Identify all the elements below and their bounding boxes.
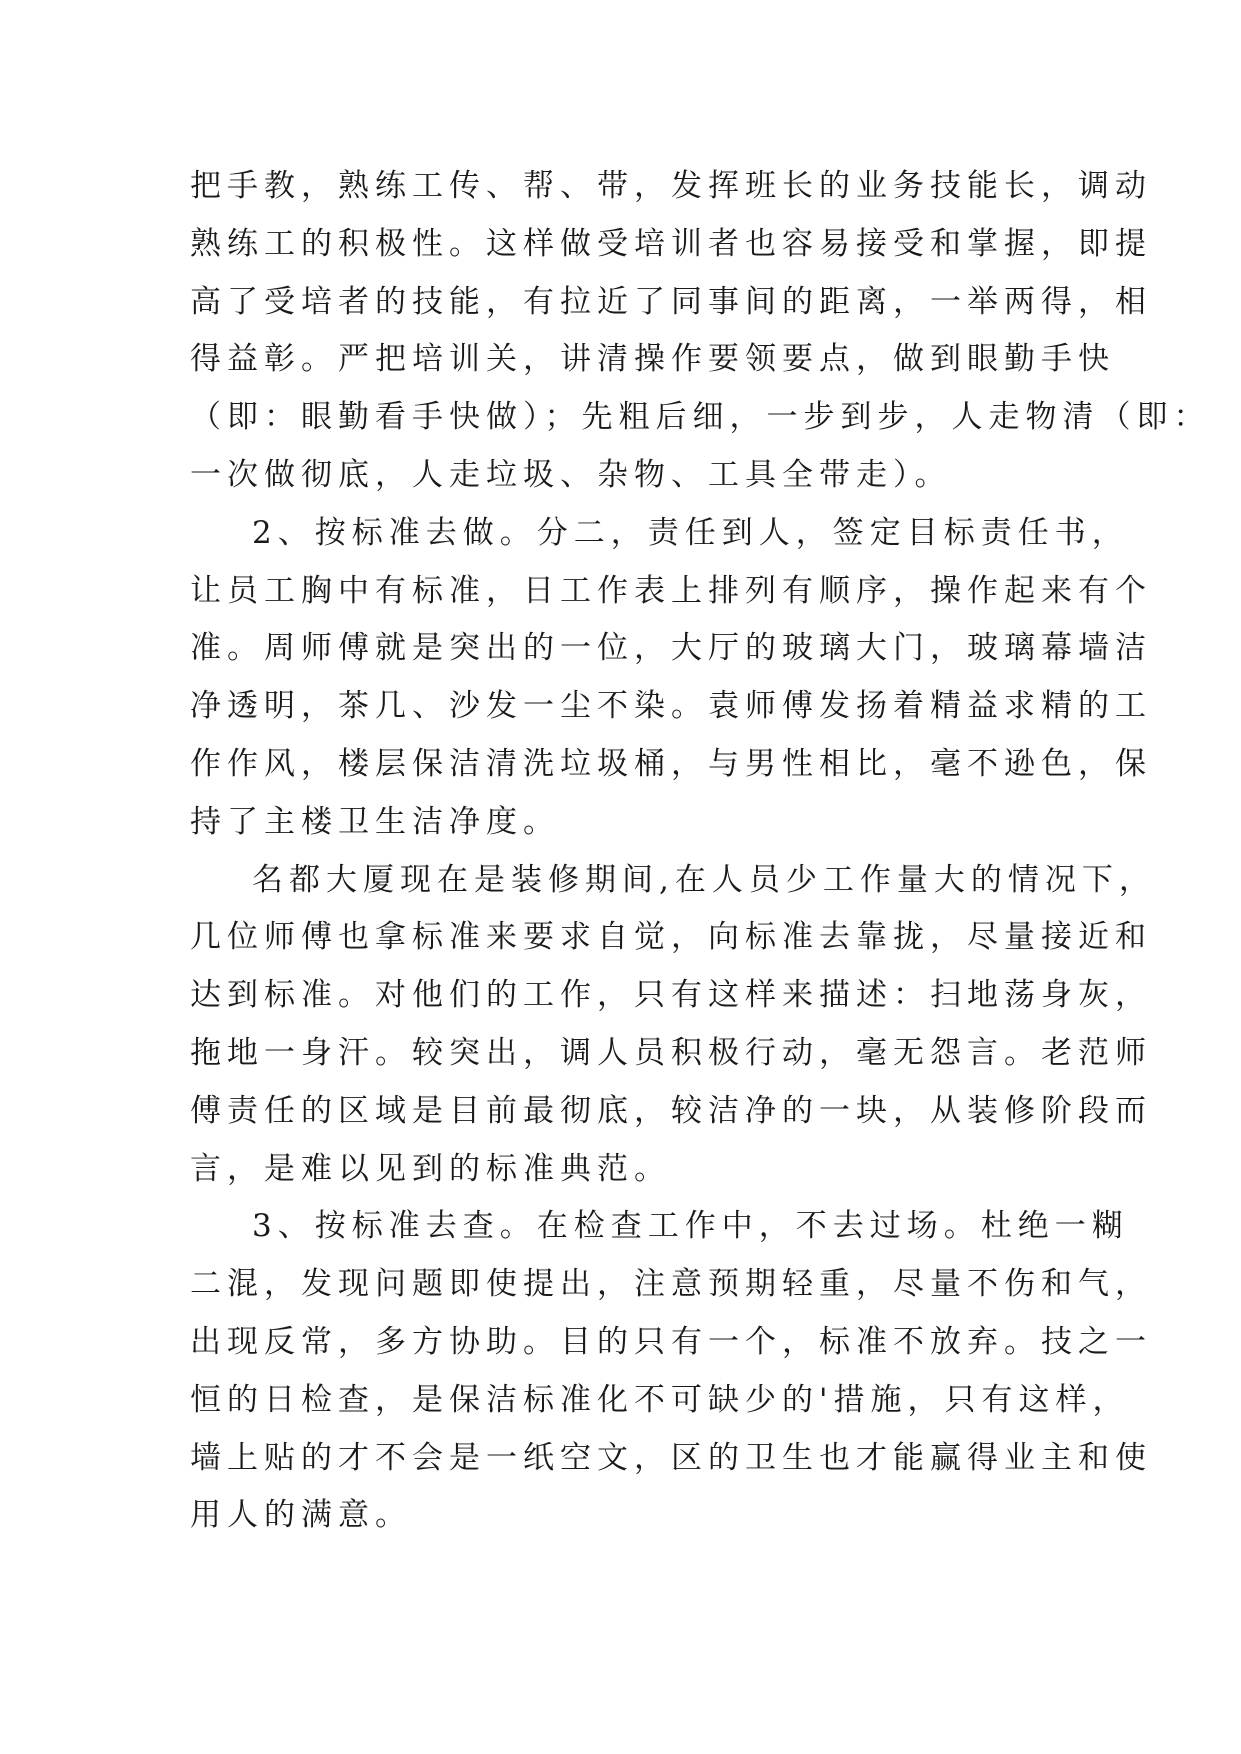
text-line: 持了主楼卫生洁净度。 xyxy=(190,803,560,840)
text-line: 几位师傅也拿标准来要求自觉，向标准去靠拢，尽量接近和 xyxy=(190,919,1152,956)
text-line: 拖地一身汗。较突出，调人员积极行动，毫无怨言。老范师 xyxy=(190,1034,1152,1071)
text-line: 墙上贴的才不会是一纸空文，区的卫生也才能赢得业主和使 xyxy=(190,1439,1152,1476)
text-line: 熟练工的积极性。这样做受培训者也容易接受和掌握，即提 xyxy=(190,225,1152,262)
text-line: 恒的日检查，是保洁标准化不可缺少的'措施，只有这样， xyxy=(190,1381,1130,1418)
paragraph-start-line: 3、按标准去查。在检查工作中，不去过场。杜绝一糊 xyxy=(252,1208,1129,1245)
text-line: 二混，发现问题即使提出，注意预期轻重，尽量不伤和气， xyxy=(190,1266,1152,1303)
text-line: 作作风，楼层保洁清洗垃圾桶，与男性相比，毫不逊色，保 xyxy=(190,745,1152,782)
paragraph-start-line: 名都大厦现在是装修期间,在人员少工作量大的情况下， xyxy=(252,861,1156,898)
text-line: 把手教，熟练工传、帮、带，发挥班长的业务技能长，调动 xyxy=(190,168,1152,204)
text-line: 一次做彻底，人走垃圾、杂物、工具全带走）。 xyxy=(190,456,952,493)
text-line: 准。周师傅就是突出的一位，大厅的玻璃大门，玻璃幕墙洁 xyxy=(190,630,1152,667)
document-body xyxy=(190,158,1211,1545)
paragraph-start-line: 2、按标准去做。分二，责任到人，签定目标责任书， xyxy=(252,514,1129,551)
text-line: 用人的满意。 xyxy=(190,1497,412,1534)
text-line: 言，是难以见到的标准典范。 xyxy=(190,1150,671,1187)
text-line: 净透明，茶几、沙发一尘不染。袁师傅发扬着精益求精的工 xyxy=(190,688,1152,725)
text-line: （即：眼勤看手快做）；先粗后细，一步到步，人走物清（即： xyxy=(190,399,1211,436)
text-line: 出现反常，多方协助。目的只有一个，标准不放弃。技之一 xyxy=(190,1323,1152,1360)
text-line: 傅责任的区域是目前最彻底，较洁净的一块，从装修阶段而 xyxy=(190,1092,1152,1129)
text-line: 让员工胸中有标准，日工作表上排列有顺序，操作起来有个 xyxy=(190,572,1152,609)
text-line: 得益彰。严把培训关，讲清操作要领要点，做到眼勤手快 xyxy=(190,341,1115,378)
text-line: 达到标准。对他们的工作，只有这样来描述：扫地荡身灰， xyxy=(190,977,1152,1014)
text-line: 高了受培者的技能，有拉近了同事间的距离，一举两得，相 xyxy=(190,283,1152,320)
